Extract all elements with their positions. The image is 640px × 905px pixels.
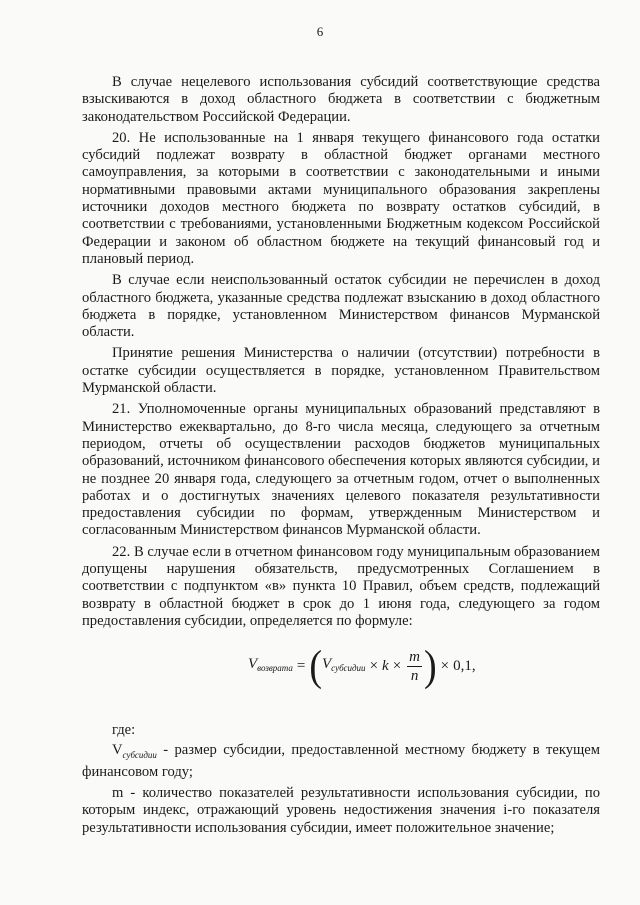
formula-factor: 0,1, xyxy=(453,657,476,674)
paragraph: В случае если неиспользованный остаток субсидии не перечислен в доход областного бюджета, указанные средства подлежат взысканию в доход областного бюджета в порядке, установленном Министерством финансов Мурманской области. xyxy=(82,272,600,341)
document-body xyxy=(82,74,600,841)
close-paren: ) xyxy=(424,642,437,691)
formula-k: k xyxy=(382,657,389,674)
return-formula: $V_{возврата}$ = ( $V_{субсидии}$ × k × $\frac{m}{n}$ ) × 0,1, xyxy=(248,642,476,691)
definition-m: m - количество показателей результативности использования субсидии, по которым индекс, отражающий уровень недостижения значения i-го показателя результативности использования субсидии, имеет положительное значение; xyxy=(82,785,600,836)
formula-subsidy: $V_{субсидии}$ xyxy=(322,655,366,673)
page-number: 6 xyxy=(316,24,324,39)
formula-lhs: $V_{возврата}$ xyxy=(248,655,293,673)
paragraph: В случае нецелевого использования субсидий соответствующие средства взыскиваются в доход областного бюджета в соответствии с бюджетным законодательством Российской Федерации. xyxy=(82,74,600,125)
formula-equals: = xyxy=(296,657,306,674)
paragraph: 22. В случае если в отчетном финансовом году муниципальным образованием допущены нарушения обязательств, предусмотренных Соглашением в соответствии с подпунктом «в» пункта 10 Правил, объем средств, подлежащий возврату в областной бюджет в срок до 1 июня года, следующего за годом предоставления субсидии, определяется по формуле: xyxy=(82,543,600,629)
paragraph: 20. Не использованные на 1 января текущего финансового года остатки субсидий подлежат возврату в областной бюджет органами местного самоуправления, за которыми в соответствии с законодательными и иными нормативными правовыми актами муниципального образования закреплены источники доходов местного бюджета по возврату остатков субсидий, в соответствии с требованиями, установленными Бюджетным кодексом Российской Федерации и законом об областном бюджете на текущий финансовый год и плановый период. xyxy=(82,129,600,267)
paragraph: 21. Уполномоченные органы муниципальных образований представляют в Министерство ежеквартально, до 8-го числа месяца, следующего за отчетным периодом, отчеты об осуществлении расходов бюджетов муниципальных образований, источником финансового обеспечения которых являются субсидии, и не позднее 20 января года, следующего за отчетным годом, отчет о выполненных работах и о достигнутых значениях целевого показателя результативности предоставления субсидии по формам, утвержденным Министерством и согласованным Министерством финансов Мурманской области. xyxy=(82,401,600,539)
definition-v-subsidy: $V_{субсидии}$ - размер субсидии, предоставленной местному бюджету в текущем финансовом году; xyxy=(82,741,600,780)
open-paren: ( xyxy=(309,642,322,691)
where-label: где: xyxy=(112,722,136,739)
paragraph: Принятие решения Министерства о наличии (отсутствии) потребности в остатке субсидии осуществляется в порядке, установленном Правительством Мурманской области. xyxy=(82,345,600,397)
formula-fraction: $\frac{m}{n}$ xyxy=(409,648,421,684)
